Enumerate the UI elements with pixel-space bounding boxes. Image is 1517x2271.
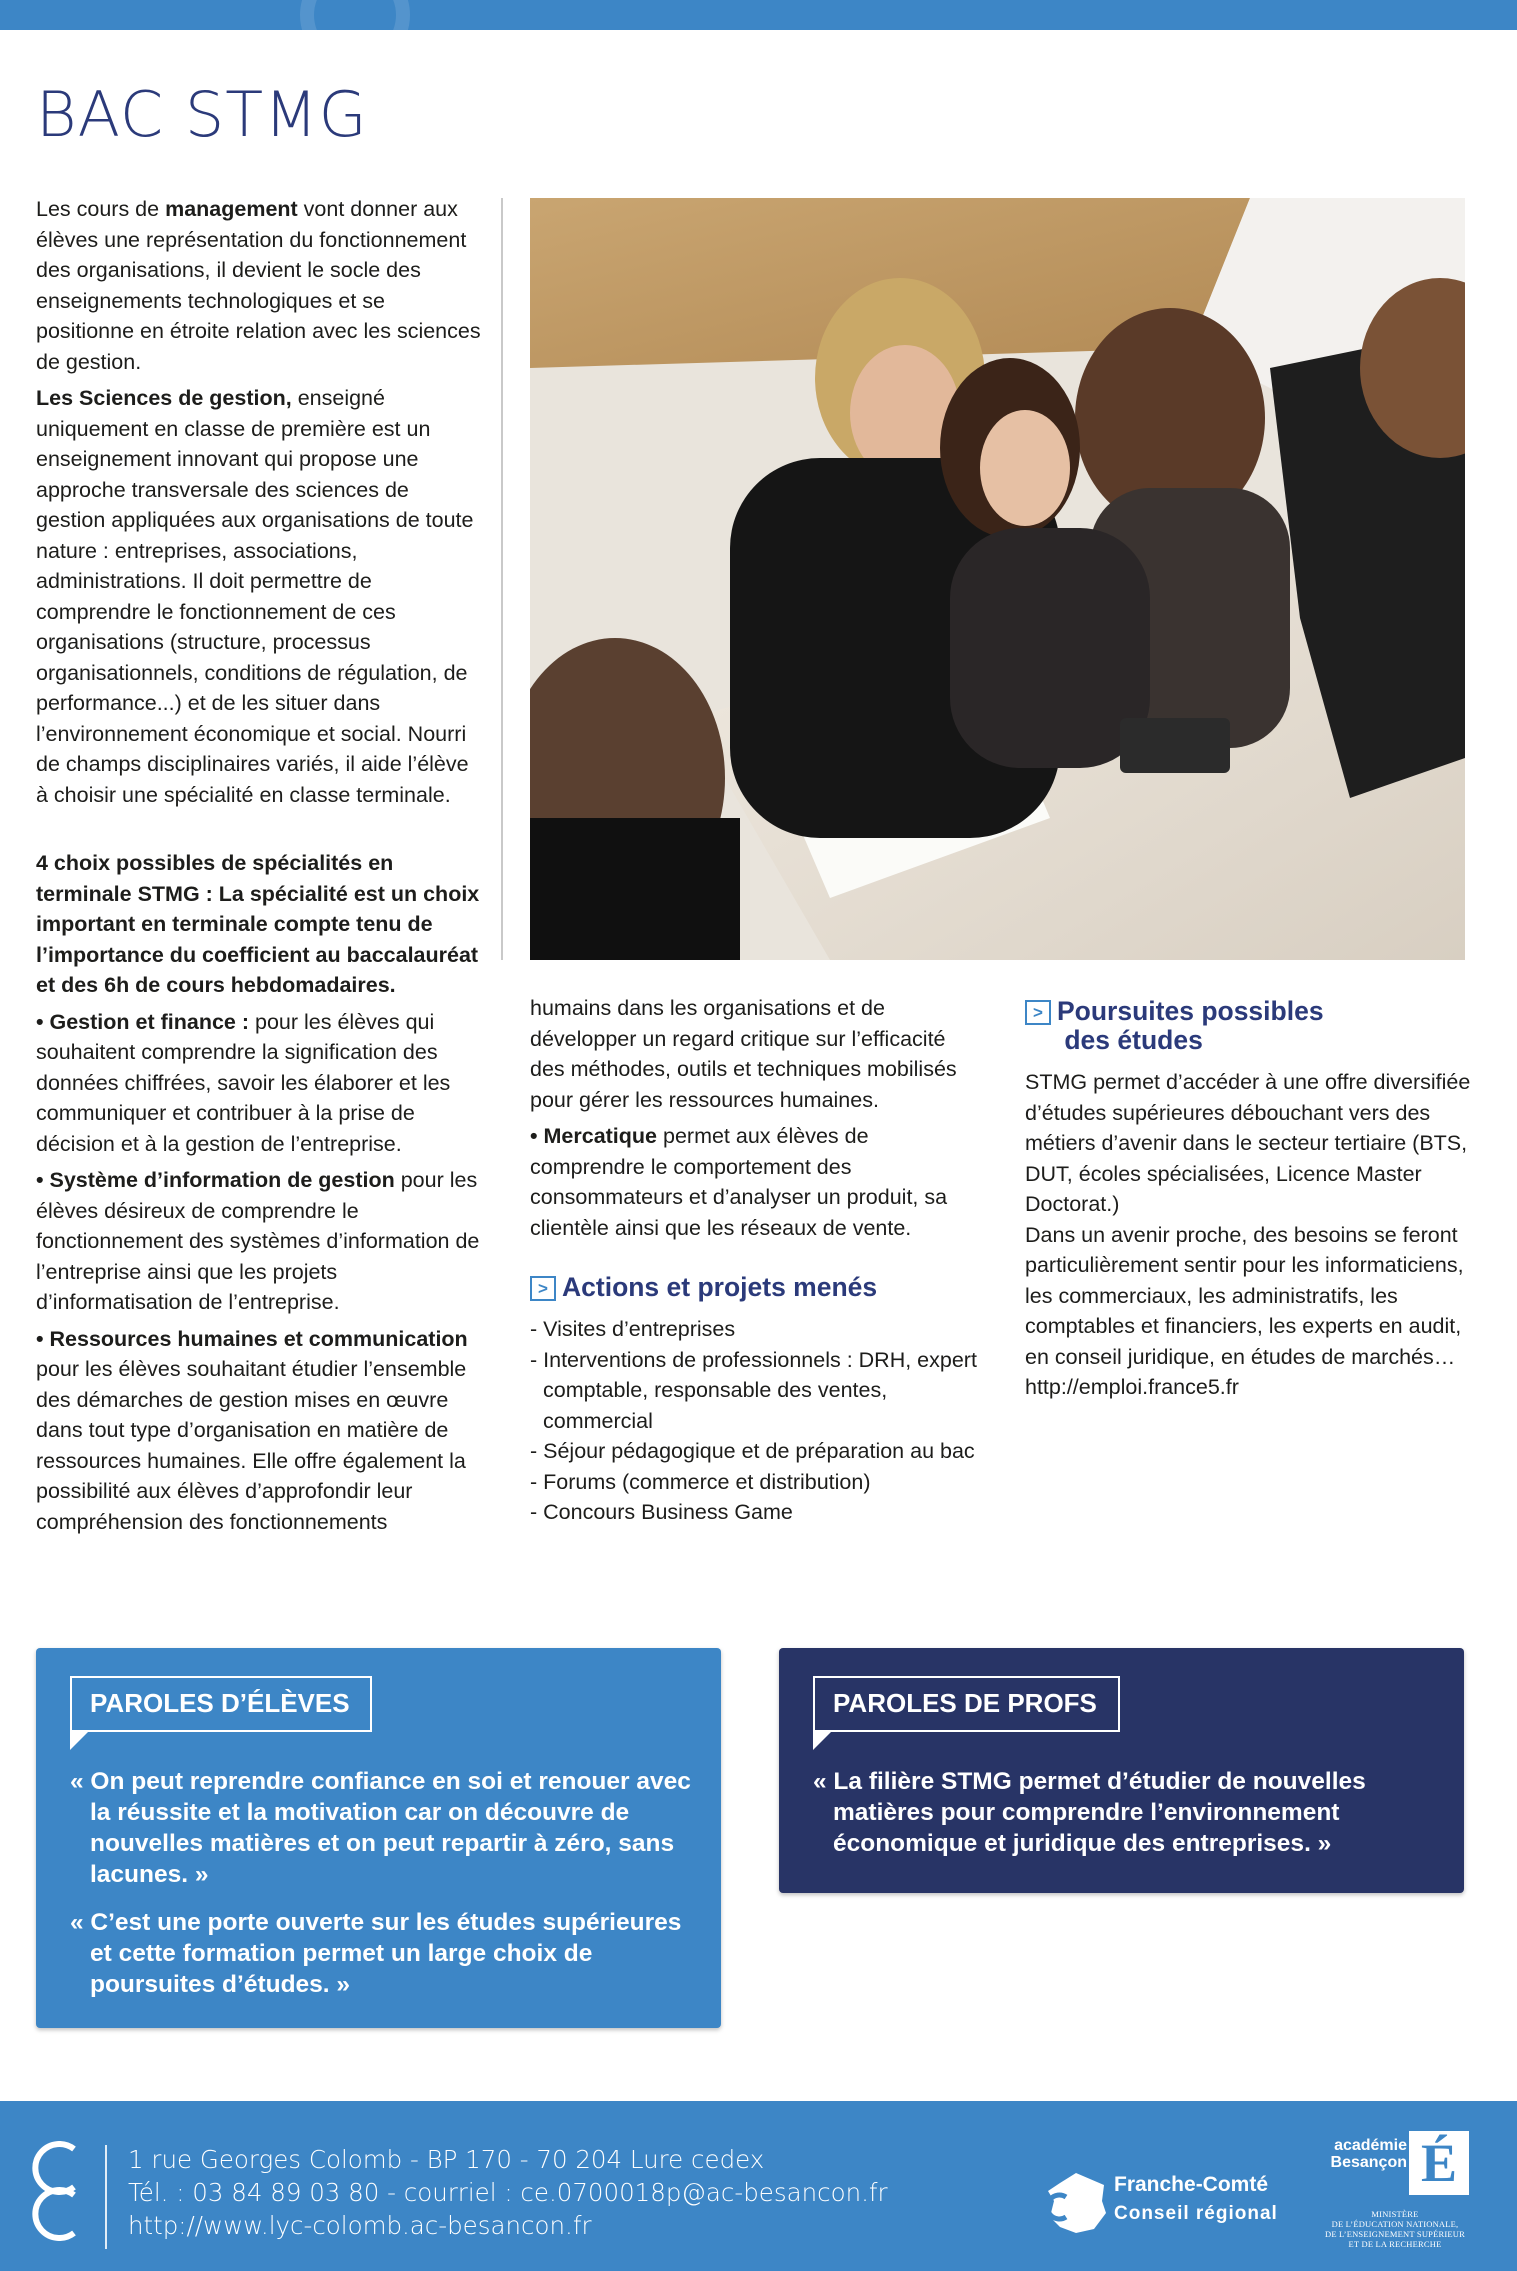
footer (0, 2101, 1517, 2271)
paroles-eleves-title: PAROLES D’ÉLÈVES (70, 1676, 372, 1732)
list-item: - Forums (commerce et distribution) (530, 1469, 871, 1494)
management-paragraph: Les cours de management vont donner aux élèves une représentation du fonctionnement des organisations, il devient le socle des enseignements technologiques et se positionne en étroite relation avec les sciences de gestion. (36, 197, 481, 374)
chevron-right-icon: > (530, 1276, 556, 1301)
paroles-profs-title: PAROLES DE PROFS (813, 1676, 1120, 1732)
poursuites-paragraph: STMG permet d’accéder à une offre diversifiée d’études supérieures débouchant vers des métiers d’avenir dans le secteur tertiaire (BTS, DUT, écoles spécialisées, Licence Master Doctorat.) (1025, 1070, 1471, 1216)
specialite-systeme-information: • Système d’information de gestion pour les élèves désireux de comprendre le fonctionnement des systèmes d’information de l’entreprise ainsi que les projets d’informatisation de l’entreprise. (36, 1168, 480, 1314)
poursuites-heading: > Poursuites possibles des études (1025, 997, 1485, 1055)
sciences-gestion-paragraph: Les Sciences de gestion, enseigné uniquement en classe de première est un enseignement innovant qui propose une approche transversale des sciences de gestion appliquées aux organisations de toute nature : entreprises, associations, administrations. Il doit permettre de comprendre le fonctionnement de ces organisations (structure, processus organisationnels, conditions de régulation, de performance...) et de les situer dans l’environnement économique et social. Nourri de champs disciplinaires variés, il aide l’élève à choisir une spécialité en classe terminale. (36, 386, 474, 807)
quote: « C’est une porte ouverte sur les études supérieures et cette formation permet un large choix de poursuites d’études. » (70, 1909, 682, 1998)
right-column (1025, 997, 1485, 1409)
quote: « La filière STMG permet d’étudier de nouvelles matières pour comprendre l’environnement économique et juridique des entreprises. » (813, 1768, 1366, 1857)
ministere-text: MINISTÈRE DE L’ÉDUCATION NATIONALE, DE L’ENSEIGNEMENT SUPÉRIEUR ET DE LA RECHERCHE (1325, 2209, 1465, 2249)
school-address (128, 2143, 888, 2242)
rh-continued: humains dans les organisations et de développer un regard critique sur l’efficacité des méthodes, outils et techniques mobilisés pour gérer les ressources humaines. (530, 996, 957, 1112)
franche-comte-logo: Franche-Comté Conseil régional (1046, 2163, 1296, 2243)
academie-besancon-logo: académie Besançon É MINISTÈRE DE L’ÉDUCATION NATIONALE, DE L’ENSEIGNEMENT SUPÉRIEUR ET DE LA RECHERCHE (1305, 2113, 1485, 2263)
academie-e-icon: É (1409, 2131, 1469, 2195)
list-item: - Visites d’entreprises (530, 1317, 736, 1341)
specialite-mercatique: • Mercatique permet aux élèves de comprendre le comportement des consommateurs et d’analyser un produit, sa clientèle ainsi que les réseaux de vente. (530, 1124, 948, 1240)
classroom-photo (530, 198, 1465, 960)
list-item: - Séjour pédagogique et de préparation au bac (530, 1439, 975, 1463)
paroles-profs-box (779, 1648, 1464, 1893)
website-link[interactable]: http://www.lyc-colomb.ac-besancon.fr (128, 2211, 592, 2240)
list-item: - Interventions de professionnels : DRH, expert comptable, responsable des ventes, commercial (530, 1347, 977, 1433)
profs-quotes (813, 1766, 1434, 1876)
chevron-right-icon: > (1025, 1000, 1051, 1025)
specialites-intro: 4 choix possibles de spécialités en terminale STMG : La spécialité est un choix important en terminale compte tenu de l’importance du coefficient au baccalauréat et des 6h de cours hebdomadaires. (36, 851, 480, 997)
actions-list (530, 1314, 985, 1528)
page-title: BAC STMG (36, 78, 368, 151)
actions-heading: > Actions et projets menés (530, 1273, 985, 1302)
list-item: - Concours Business Game (530, 1500, 793, 1524)
quote: « On peut reprendre confiance en soi et renouer avec la réussite et la motivation car on découvre de nouvelles matières et on peut repartir à zéro, sans lacunes. » (70, 1768, 691, 1888)
france-map-icon (1046, 2171, 1110, 2235)
besoins-paragraph: Dans un avenir proche, des besoins se feront particulièrement sentir pour les informaticiens, les commerciaux, les administratifs, les comptables et financiers, les experts en audit, en conseil juridique, en études de marchés… http://emploi.france5.fr (1025, 1222, 1464, 1399)
column-divider (501, 198, 503, 960)
paroles-eleves-box (36, 1648, 721, 2028)
top-band (0, 0, 1517, 30)
left-column (36, 194, 484, 1543)
lycee-colomb-logo-icon (28, 2141, 88, 2241)
address-line: 1 rue Georges Colomb - BP 170 - 70 204 Lure cedex (128, 2145, 765, 2174)
contact-line: Tél. : 03 84 89 03 80 - courriel : ce.0700018p@ac-besancon.fr (128, 2178, 888, 2207)
middle-column (530, 993, 985, 1528)
specialite-ressources-humaines: • Ressources humaines et communication pour les élèves souhaitant étudier l’ensemble des démarches de gestion mises en œuvre dans tout type d’organisation en matière de ressources humaines. Elle offre également la possibilité aux élèves d’approfondir leur compréhension des fonctionnements (36, 1326, 468, 1534)
eleves-quotes (70, 1766, 691, 2017)
specialite-gestion-finance: • Gestion et finance : pour les élèves qui souhaitent comprendre la signification des données chiffrées, savoir les élaborer et les communiquer et contribuer à la prise de décision et à la gestion de l’entreprise. (36, 1009, 451, 1156)
